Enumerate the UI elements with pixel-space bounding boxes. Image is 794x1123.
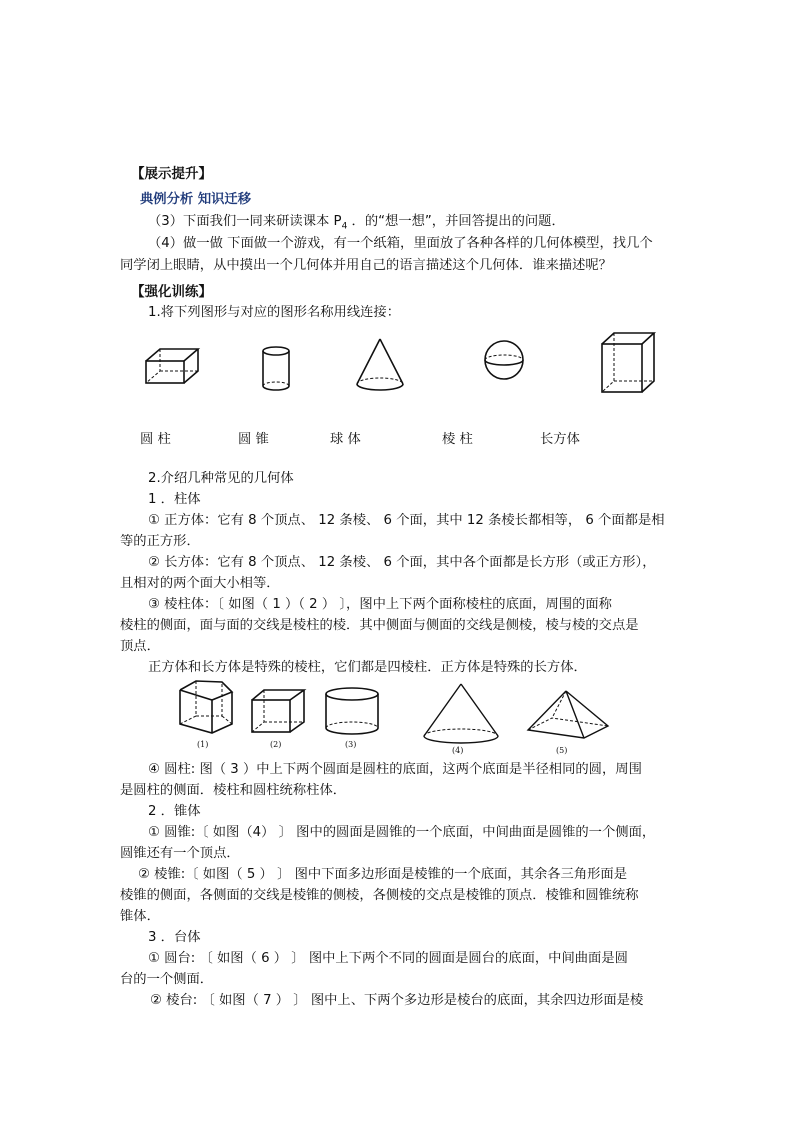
- figure-caption-5: (5): [556, 746, 568, 755]
- prism-line-3: 顶点．: [120, 639, 160, 654]
- frustum-line-1: ① 圆台: 〔 如图（ 6 ） 〕 图中上下两个不同的圆面是圆台的底面，中间曲面是圆: [148, 951, 628, 966]
- pyramid-figure-5: [522, 688, 614, 744]
- cuboid-line-1: ② 长方体：它有 8 个顶点、 12 条棱、 6 个面，其中各个面都是长方形（或正方形），: [148, 555, 656, 570]
- prism-line-2: 棱柱的侧面，面与面的交线是棱柱的棱．其中侧面与侧面的交线是侧棱，棱与棱的交点是: [120, 618, 639, 633]
- cylinder-line-1: ④ 圆柱: 图（ 3 ）中上下两个圆面是圆柱的底面，这两个底面是半径相同的圆，周围: [148, 762, 642, 777]
- item-3-subscript: 4: [341, 221, 348, 232]
- part-3-title: 3 ．台体: [148, 930, 201, 945]
- frustum-line-2: 台的一个侧面．: [120, 972, 214, 987]
- cone-line-2: 圆锥还有一个顶点．: [120, 846, 240, 861]
- cylinder-figure-3: [322, 684, 382, 738]
- sphere-figure: [480, 336, 528, 384]
- part-1-title: 1 ．柱体: [148, 492, 201, 507]
- figure-caption-1: (1): [197, 740, 209, 749]
- pentagonal-prism-figure: [168, 678, 240, 736]
- cuboid-line-2: 且相对的两个面大小相等．: [120, 576, 280, 591]
- label-cone: 圆 锥: [238, 432, 269, 447]
- pyramid-line-2: 棱锥的侧面，各侧面的交线是棱锥的侧棱，各侧棱的交点是棱锥的顶点．棱锥和圆锥统称: [120, 888, 639, 903]
- cube-line-2: 等的正方形．: [120, 534, 200, 549]
- item-3-text-b: ．的“想一想”，并回答提出的问题．: [347, 214, 565, 229]
- label-prism: 棱 柱: [442, 432, 473, 447]
- section-heading-show-improve: 【展示提升】: [131, 166, 212, 182]
- section-heading-training: 【强化训练】: [131, 284, 212, 300]
- shape-row-1: [0, 330, 794, 400]
- cone-line-1: ① 圆锥:〔 如图（4） 〕 图中的圆面是圆锥的一个底面，中间曲面是圆锥的一个侧面，: [148, 825, 656, 840]
- label-cylinder: 圆 柱: [140, 432, 171, 447]
- label-cuboid: 长方体: [540, 432, 580, 447]
- quadrilateral-prism-figure: [248, 686, 308, 736]
- item-3-line: [148, 212, 708, 237]
- rectangular-prism-figure: [596, 330, 660, 398]
- prism-frustum-line-1: ② 棱台: 〔 如图（ 7 ） 〕 图中上、下两个多边形是棱台的底面，其余四边形面是棱: [150, 993, 644, 1008]
- cone-figure: [352, 336, 408, 394]
- cylinder-figure: [258, 344, 294, 394]
- cone-figure-4: [420, 682, 502, 746]
- item-4-line-2: 同学闭上眼睛，从中摸出一个几何体并用自己的语言描述这个几何体．谁来描述呢？: [120, 258, 612, 273]
- shape-row-2: [0, 678, 794, 754]
- figure-caption-4: (4): [452, 746, 464, 755]
- cube-line-1: ① 正方体：它有 8 个顶点、 12 条棱、 6 个面，其中 12 条棱长都相等， 6 个面都是相: [148, 513, 665, 528]
- cuboid-figure: [140, 345, 202, 387]
- figure-caption-3: (3): [345, 740, 357, 749]
- item-4-line-1: （4）做一做 下面做一个游戏，有一个纸箱，里面放了各种各样的几何体模型，找几个: [148, 236, 653, 251]
- label-sphere: 球 体: [330, 432, 361, 447]
- cylinder-line-2: 是圆柱的侧面．棱柱和圆柱统称柱体．: [120, 783, 347, 798]
- question-2: 2.介绍几种常见的几何体: [148, 471, 294, 486]
- question-1: 1.将下列图形与对应的图形名称用线连接：: [148, 305, 401, 320]
- special-prism-note: 正方体和长方体是特殊的棱柱，它们都是四棱柱．正方体是特殊的长方体．: [148, 660, 587, 675]
- pyramid-line-3: 锥体．: [120, 909, 160, 924]
- pyramid-line-1: ② 棱锥:〔 如图（ 5 ） 〕 图中下面多边形面是棱锥的一个底面，其余各三角形面是: [138, 867, 628, 882]
- part-2-title: 2 ．锥体: [148, 804, 201, 819]
- sub-heading-example-analysis: 典例分析 知识迁移: [140, 192, 252, 207]
- prism-line-1: ③ 棱柱体：〔 如图（ 1 ）（ 2 ） 〕，图中上下两个面称棱柱的底面，周围的面称: [148, 597, 612, 612]
- figure-caption-2: (2): [270, 740, 282, 749]
- item-3-text-a: （3）下面我们一同来研读课本 P: [148, 214, 342, 229]
